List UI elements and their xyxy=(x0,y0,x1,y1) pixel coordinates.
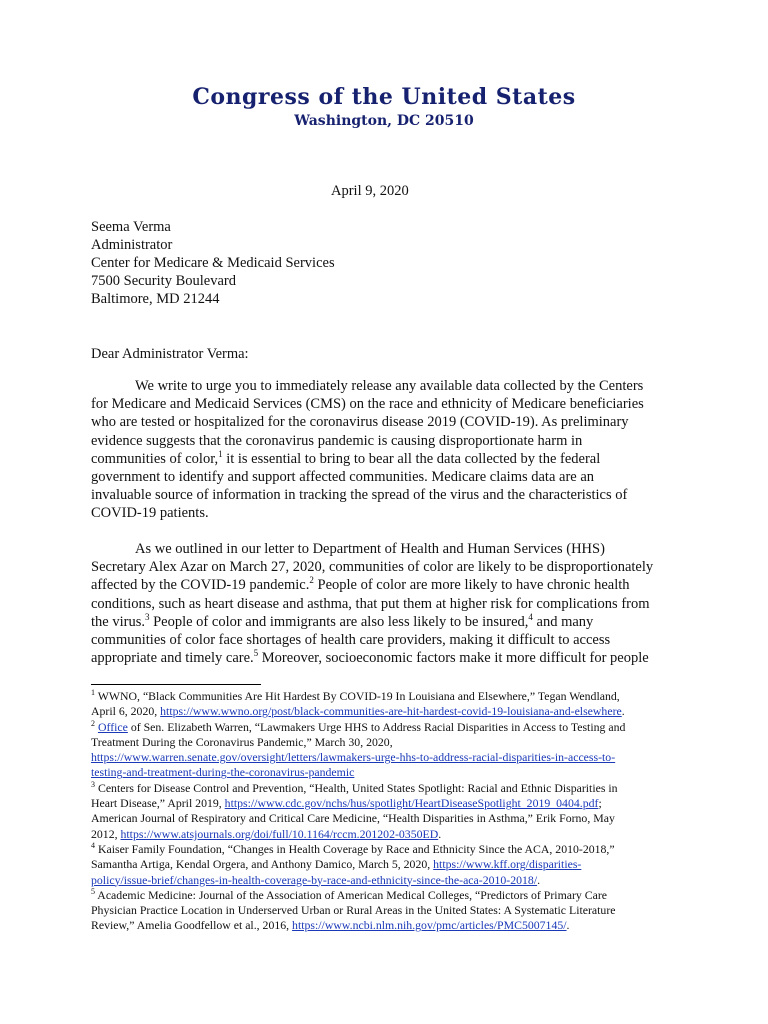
letterhead-title: Congress of the United States xyxy=(192,84,576,110)
text-segment: it is essential to bring to bear all the data collected by the federal xyxy=(222,450,601,467)
text-segment: Moreover, socioeconomic factors make it more difficult for people xyxy=(258,650,649,667)
text-segment: appropriate and timely care. xyxy=(91,650,254,667)
paragraph-1 xyxy=(91,377,681,523)
text-line xyxy=(91,450,681,468)
office-link[interactable]: Office xyxy=(97,719,128,734)
text-segment: People of color are more likely to have chronic health xyxy=(313,577,630,594)
text-segment: communities of color, xyxy=(91,450,219,467)
text-line: evidence suggests that the coronavirus pandemic is causing disproportionate harm in xyxy=(91,432,583,449)
footnote-4 xyxy=(91,842,691,857)
footnote-text: . xyxy=(537,872,541,887)
footnote-text: of Sen. Elizabeth Warren, “Lawmakers Urge HHS to Address Racial Disparities in Access to Testing and xyxy=(127,719,626,734)
footnote-link[interactable]: https://www.cdc.gov/nchs/hus/spotlight/HeartDiseaseSpotlight_2019_0404.pdf xyxy=(224,796,599,811)
footnote-5-line-3 xyxy=(91,918,691,933)
text-line xyxy=(91,576,681,594)
text-line: conditions, such as heart disease and asthma, that put them at higher risk for complications from xyxy=(91,595,650,612)
footnote-number: 3 xyxy=(91,779,95,789)
footnote-2-line-2: Treatment During the Coronavirus Pandemic,” March 30, 2020, xyxy=(91,734,393,749)
text-segment: the virus. xyxy=(91,613,145,630)
footnote-2-line-3 xyxy=(91,750,691,765)
text-line: government to identify and support affected communities. Medicare claims data are an xyxy=(91,469,595,486)
footnote-ref-5[interactable]: 5 xyxy=(253,648,259,659)
paragraph-2 xyxy=(91,540,681,667)
address-line: 7500 Security Boulevard xyxy=(91,273,236,289)
address-line: Baltimore, MD 21244 xyxy=(91,291,220,307)
letter-date: April 9, 2020 xyxy=(331,183,409,199)
footnote-ref-1[interactable]: 1 xyxy=(218,448,223,459)
text-line: who are tested or hospitalized for the coronavirus disease 2019 (COVID-19). As preliminary xyxy=(91,414,629,431)
footnote-2 xyxy=(91,720,691,735)
text-segment: People of color and immigrants are also less likely to be insured, xyxy=(149,613,529,630)
footnote-link[interactable]: https://www.ncbi.nlm.nih.gov/pmc/articles/PMC5007145/ xyxy=(292,918,567,933)
footnote-number: 1 xyxy=(91,688,95,698)
footnote-4-line-3 xyxy=(91,873,691,888)
footnote-2-line-4 xyxy=(91,765,691,780)
footnote-number: 2 xyxy=(91,718,95,728)
salutation: Dear Administrator Verma: xyxy=(91,346,249,362)
footnote-number: 5 xyxy=(91,886,95,896)
text-segment: and many xyxy=(532,613,594,630)
footnote-ref-4[interactable]: 4 xyxy=(528,611,533,622)
footnote-link[interactable]: https://www.atsjournals.org/doi/full/10.1164/rccm.201202-0350ED xyxy=(120,826,439,841)
text-line: We write to urge you to immediately release any available data collected by the Centers xyxy=(135,378,644,394)
footnote-text: 2012, xyxy=(91,826,121,841)
address-line: Seema Verma xyxy=(91,219,171,235)
footnote-3 xyxy=(91,781,691,796)
footnote-1-line-2 xyxy=(91,704,691,719)
footnote-4-line-2 xyxy=(91,857,691,872)
footnote-1 xyxy=(91,689,691,704)
footnote-link[interactable]: testing-and-treatment-during-the-coronavirus-pandemic xyxy=(91,765,355,780)
footnotes xyxy=(91,689,691,934)
footnote-number: 4 xyxy=(91,841,95,851)
text-line: for Medicare and Medicaid Services (CMS) on the race and ethnicity of Medicare beneficiaries xyxy=(91,396,644,413)
footnote-text: . xyxy=(438,826,442,841)
footnote-ref-2[interactable]: 2 xyxy=(309,575,314,586)
footnote-text: Kaiser Family Foundation, “Changes in Health Coverage by Race and Ethnicity Since the ACA, 2010-2018,” xyxy=(95,841,615,856)
footnote-text: Samantha Artiga, Kendal Orgera, and Anthony Damico, March 5, 2020, xyxy=(91,857,434,872)
footnote-text: April 6, 2020, xyxy=(91,704,161,719)
footnote-link[interactable]: policy/issue-brief/changes-in-health-coverage-by-race-and-ethnicity-since-the-aca-2010-2018/ xyxy=(91,872,538,887)
footnote-link[interactable]: https://www.kff.org/disparities- xyxy=(433,857,582,872)
footnote-text: Centers for Disease Control and Prevention, “Health, United States Spotlight: Racial and Ethnic Disparities in xyxy=(95,780,618,795)
address-line: Administrator xyxy=(91,237,173,253)
footnote-3-line-2 xyxy=(91,796,691,811)
footnote-ref-3[interactable]: 3 xyxy=(144,611,150,622)
text-line: COVID-19 patients. xyxy=(91,505,209,522)
footnote-text: . xyxy=(566,918,570,933)
recipient-address xyxy=(91,218,335,308)
footnote-text: . xyxy=(621,704,625,719)
footnote-text: Heart Disease,” April 2019, xyxy=(91,796,225,811)
footnote-text: Academic Medicine: Journal of the Association of American Medical Colleges, “Predictors of Primary Care xyxy=(95,887,608,902)
text-segment: affected by the COVID-19 pandemic. xyxy=(91,577,310,594)
footnote-text: Review,” Amelia Goodfellow et al., 2016, xyxy=(91,918,293,933)
footnote-text: ; xyxy=(598,796,602,811)
footnote-5 xyxy=(91,888,691,903)
footnote-3-line-4 xyxy=(91,827,691,842)
address-line: Center for Medicare & Medicaid Services xyxy=(91,255,335,271)
text-line: As we outlined in our letter to Department of Health and Human Services (HHS) xyxy=(135,541,605,557)
text-line: invaluable source of information in tracking the spread of the virus and the characteristics of xyxy=(91,487,628,504)
footnote-divider xyxy=(91,684,261,685)
footnote-link[interactable]: https://www.wwno.org/post/black-communities-are-hit-hardest-covid-19-louisiana-and-elsewhere xyxy=(160,704,622,719)
footnote-link[interactable]: https://www.warren.senate.gov/oversight/letters/lawmakers-urge-hhs-to-address-racial-disparities-in-access-to- xyxy=(91,750,616,765)
text-line xyxy=(91,649,681,667)
text-line: Secretary Alex Azar on March 27, 2020, communities of color are likely to be disproportionately xyxy=(91,559,654,576)
footnote-3-line-3: American Journal of Respiratory and Critical Care Medicine, “Health Disparities in Asthma,” Erik Forno, May xyxy=(91,811,615,826)
text-line xyxy=(91,613,681,631)
footnote-5-line-2: Physician Practice Location in Underserved Urban or Rural Areas in the United States: A Systematic Literature xyxy=(91,903,616,918)
letterhead-subtitle: Washington, DC 20510 xyxy=(294,113,474,129)
text-line: communities of color face shortages of health care providers, making it difficult to access xyxy=(91,632,611,649)
footnote-text: WWNO, “Black Communities Are Hit Hardest By COVID-19 In Louisiana and Elsewhere,” Tegan Wendland, xyxy=(95,689,620,703)
letterhead xyxy=(0,84,768,130)
